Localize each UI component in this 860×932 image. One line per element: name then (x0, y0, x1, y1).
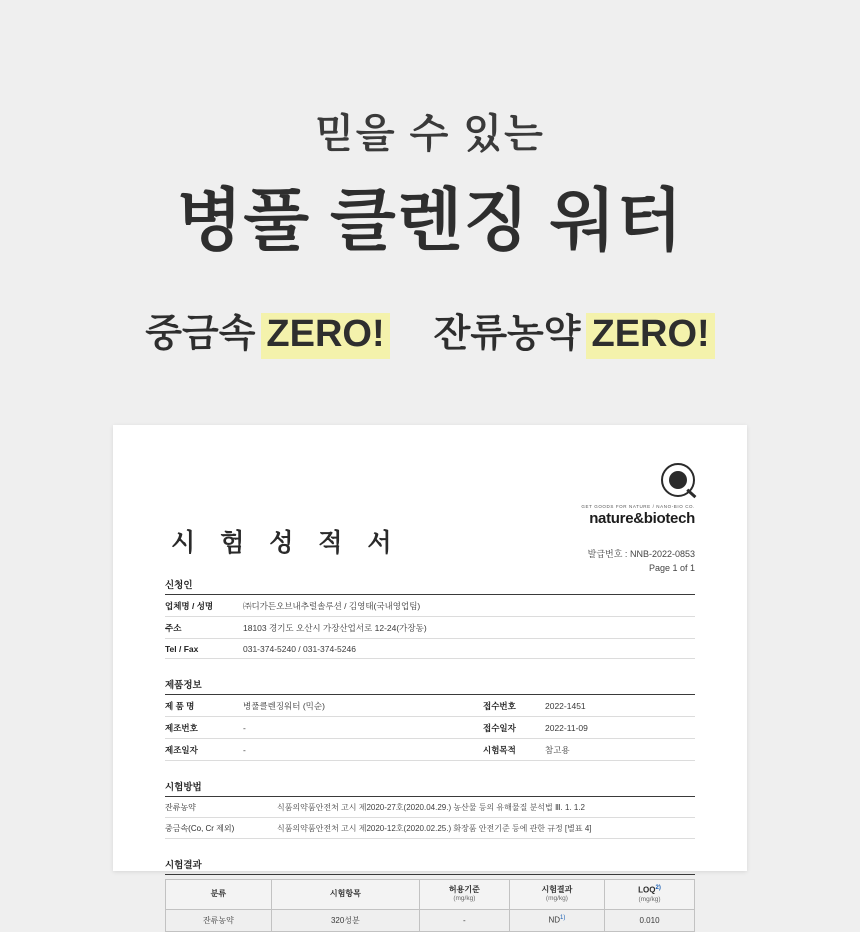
logo-name: nature&biotech (589, 510, 695, 527)
applicant-row (165, 617, 695, 639)
results-table (165, 879, 695, 932)
results-col-limit-unit: (mg/kg) (453, 895, 476, 903)
product-row (165, 739, 695, 761)
product-section-title: 제품정보 (165, 677, 695, 695)
claim-heavy-metal (145, 302, 389, 359)
results-col-category (166, 880, 272, 910)
result-value-text: ND (548, 916, 561, 926)
issue-number-line (588, 547, 695, 561)
receipt-no-value: 2022-1451 (545, 701, 586, 711)
issue-number-label: 발급번호 : (587, 549, 628, 559)
method-row (165, 797, 695, 818)
test-report-body (113, 425, 747, 926)
method-section (165, 779, 695, 839)
claim-pesticide (434, 302, 715, 359)
result-item: 320성분 (271, 909, 419, 931)
product-name-label: 제 품 명 (165, 701, 195, 711)
applicant-company-value: ㈜디가든오브내추럴솔루션 / 김영태(국내영업팀) (243, 601, 421, 611)
results-header-row (166, 880, 695, 910)
method-heavy-metal-label: 중금속(Co, Cr 제외) (165, 824, 235, 833)
test-purpose-label: 시험목적 (483, 745, 516, 755)
hero-subtitle: 믿을 수 있는 (315, 112, 545, 156)
results-col-loq (605, 880, 695, 910)
results-col-loq-sup: 2) (655, 885, 661, 891)
claim-pesticide-label: 잔류농약 (433, 313, 581, 356)
receipt-no-label: 접수번호 (483, 701, 516, 711)
hero-claims (0, 302, 860, 359)
manufacture-no-label: 제조번호 (165, 723, 198, 733)
method-section-title: 시험방법 (165, 779, 695, 797)
results-col-result-unit: (mg/kg) (545, 895, 568, 903)
results-col-result-title: 시험결과 (541, 885, 573, 895)
results-col-limit-title: 허용기준 (448, 885, 480, 895)
claim-pesticide-highlight: ZERO! (586, 313, 714, 359)
document-title: 시 험 성 적 서 (171, 529, 401, 557)
manufacture-no-value: - (243, 723, 246, 733)
applicant-row (165, 639, 695, 659)
applicant-address-label: 주소 (165, 623, 182, 633)
hero-title: 병풀 클렌징 워터 (176, 183, 684, 259)
claim-heavy-metal-highlight: ZERO! (261, 313, 389, 359)
applicant-section-title: 신청인 (165, 577, 695, 595)
applicant-tel-label: Tel / Fax (165, 644, 199, 654)
issue-number-value: NNB-2022-0853 (629, 549, 695, 559)
manufacture-date-label: 제조일자 (165, 745, 198, 755)
applicant-address-value: 18103 경기도 오산시 가장산업서로 12-24(가장동) (243, 623, 427, 633)
product-section (165, 677, 695, 761)
method-pesticide-value: 식품의약품안전처 고시 제2020-27호(2020.04.29.) 농산물 등의 유해물질 분석법 Ⅲ. 1. 1.2 (277, 803, 585, 812)
result-loq: 0.010 (605, 909, 695, 931)
results-section (165, 857, 695, 932)
receipt-date-label: 접수일자 (483, 723, 516, 733)
test-report-document (113, 425, 747, 926)
product-row (165, 695, 695, 717)
applicant-tel-value: 031-374-5240 / 031-374-5246 (243, 644, 356, 654)
method-row (165, 818, 695, 839)
logo-tagline: GET GOODS FOR NATURE / NANO-BIO CO. (581, 504, 695, 509)
lab-logo (581, 463, 695, 527)
results-col-item (271, 880, 419, 910)
results-col-loq-title: LOQ (638, 885, 656, 895)
test-purpose-value: 참고용 (545, 745, 570, 755)
method-heavy-metal-value: 식품의약품안전처 고시 제2020-12호(2020.02.25.) 화장품 안전기준 등에 관한 규정 [별표 4] (277, 824, 592, 833)
results-section-title: 시험결과 (165, 857, 695, 875)
result-category: 잔류농약 (166, 909, 272, 931)
product-name-value: 병풀클렌징워터 (믹순) (243, 701, 325, 711)
page-number: Page 1 of 1 (648, 563, 695, 574)
results-col-category-title: 분류 (210, 889, 227, 899)
results-col-loq-unit: (mg/kg) (638, 895, 661, 903)
result-value-sup: 1) (560, 915, 566, 922)
results-col-item-title: 시험항목 (329, 889, 361, 899)
applicant-section (165, 577, 695, 659)
applicant-row (165, 595, 695, 617)
applicant-company-label: 업체명 / 성명 (165, 601, 214, 611)
method-pesticide-label: 잔류농약 (165, 803, 196, 812)
receipt-date-value: 2022-11-09 (545, 723, 588, 733)
claim-heavy-metal-label: 중금속 (145, 313, 256, 356)
table-row (166, 909, 695, 931)
results-col-result (509, 880, 604, 910)
document-meta (588, 547, 695, 576)
product-row (165, 717, 695, 739)
hero-section (0, 0, 860, 359)
result-value (509, 909, 604, 931)
results-col-limit (419, 880, 509, 910)
magnifier-icon (661, 463, 695, 497)
result-limit: - (419, 909, 509, 931)
manufacture-date-value: - (243, 745, 246, 755)
